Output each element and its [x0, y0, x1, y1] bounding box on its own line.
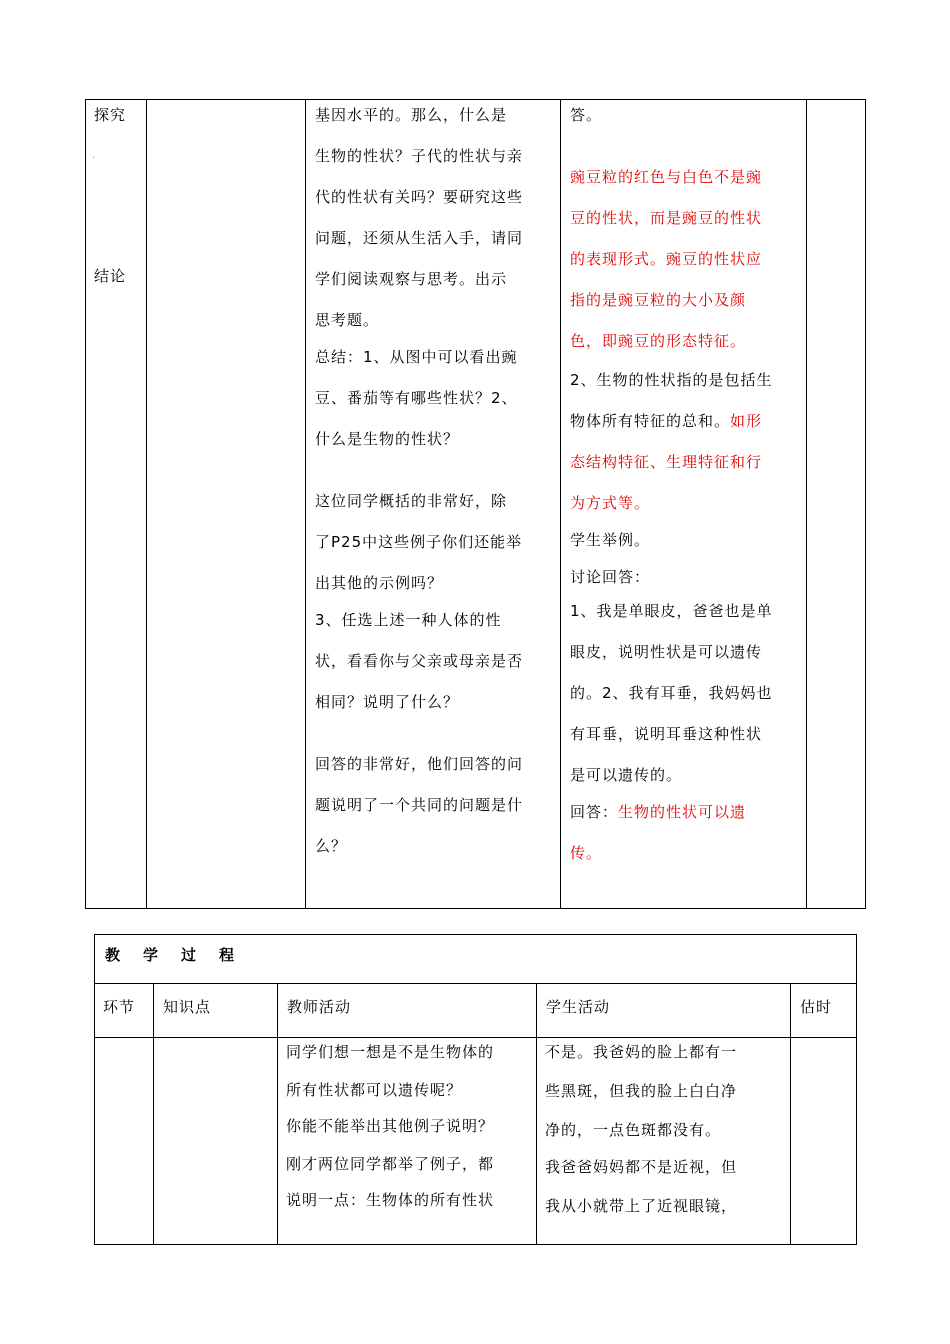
text-line: 回答：生物的性状可以遗	[570, 803, 747, 821]
text-line: 答。	[570, 106, 603, 124]
header-stage: 环节	[103, 998, 136, 1016]
stage-label-explore: 探究	[94, 106, 127, 124]
text-line: 态结构特征、生理特征和行	[570, 453, 763, 471]
header-knowledge-point: 知识点	[163, 998, 212, 1016]
text-line: 物体所有特征的总和。如形	[570, 412, 763, 430]
text-line: 同学们想一想是不是生物体的	[286, 1043, 495, 1061]
header-student-activity: 学生活动	[546, 998, 611, 1016]
text-line: 生物的性状？子代的性状与亲	[315, 147, 524, 165]
text-line: 这位同学概括的非常好，除	[315, 492, 508, 510]
text-line: 问题，还须从生活入手，请同	[315, 229, 524, 247]
text-line: 基因水平的。那么，什么是	[315, 106, 508, 124]
text-line: 眼皮，说明性状是可以遗传	[570, 643, 763, 661]
column-divider	[536, 983, 537, 1244]
text-line: 学生举例。	[570, 531, 651, 549]
text-line: 我爸爸妈妈都不是近视，但	[545, 1158, 738, 1176]
column-divider	[806, 100, 807, 908]
text-line: 所有性状都可以遗传呢？	[286, 1081, 463, 1099]
teaching-process-table	[94, 934, 857, 1245]
column-divider	[153, 983, 154, 1244]
text-line: 学们阅读观察与思考。出示	[315, 270, 508, 288]
text-line: 净的，一点色斑都没有。	[545, 1121, 722, 1139]
text-line: 色，即豌豆的形态特征。	[570, 332, 747, 350]
header-time-estimate: 估时	[800, 998, 833, 1016]
text-line: 状，看看你与父亲或母亲是否	[315, 652, 524, 670]
text-line-tail: 。	[634, 494, 651, 512]
text-line: 些黑斑，但我的脸上白白净	[545, 1082, 738, 1100]
table-title: 教 学 过 程	[105, 946, 239, 964]
row-divider	[95, 983, 856, 984]
text-line: 豆的性状，而是豌豆的性状	[570, 209, 763, 227]
text-line: 刚才两位同学都举了例子，都	[286, 1155, 495, 1173]
text-line: 思考题。	[315, 311, 380, 329]
text-line: 1、我是单眼皮，爸爸也是单	[570, 602, 773, 620]
text-line: 我从小就带上了近视眼镜，	[545, 1197, 738, 1215]
text-line: 说明一点：生物体的所有性状	[286, 1191, 495, 1209]
text-line: 豆、番茄等有哪些性状？2、	[315, 389, 518, 407]
column-divider	[277, 983, 278, 1244]
text-line: 是可以遗传的。	[570, 766, 683, 784]
text-line: 讨论回答：	[570, 568, 651, 586]
text-line: 回答的非常好，他们回答的问	[315, 755, 524, 773]
text-line: 为方式等。	[570, 494, 651, 512]
column-divider	[305, 100, 306, 908]
text-line: 的表现形式。豌豆的性状应	[570, 250, 763, 268]
marker-dot: .	[92, 150, 97, 161]
text-line: 么？	[315, 837, 348, 855]
lesson-table-continued	[85, 99, 866, 909]
column-divider	[560, 100, 561, 908]
text-line: 2、生物的性状指的是包括生	[570, 371, 773, 389]
header-teacher-activity: 教师活动	[287, 998, 352, 1016]
text-line: 3、任选上述一种人体的性	[315, 611, 502, 629]
text-line: 了P25中这些例子你们还能举	[315, 533, 523, 551]
text-line: 总结：1、从图中可以看出豌	[315, 348, 518, 366]
text-line-tail: 如形	[730, 412, 763, 430]
stage-label-conclusion: 结论	[94, 267, 127, 285]
row-divider	[95, 1037, 856, 1038]
text-line: 代的性状有关吗？要研究这些	[315, 188, 524, 206]
text-line: 你能不能举出其他例子说明？	[286, 1117, 495, 1135]
text-line: 题说明了一个共同的问题是什	[315, 796, 524, 814]
text-line: 相同？说明了什么？	[315, 693, 460, 711]
text-line: 豌豆粒的红色与白色不是豌	[570, 168, 763, 186]
text-line: 不是。我爸妈的脸上都有一	[545, 1043, 738, 1061]
text-line: 什么是生物的性状？	[315, 430, 460, 448]
text-line: 的。2、我有耳垂，我妈妈也	[570, 684, 773, 702]
text-line: 有耳垂，说明耳垂这种性状	[570, 725, 763, 743]
text-line-tail: 生物的性状可以遗	[618, 803, 747, 821]
text-line: 指的是豌豆粒的大小及颜	[570, 291, 747, 309]
text-line: 出其他的示例吗？	[315, 574, 444, 592]
column-divider	[146, 100, 147, 908]
column-divider	[790, 983, 791, 1244]
text-line: 传。	[570, 844, 603, 862]
